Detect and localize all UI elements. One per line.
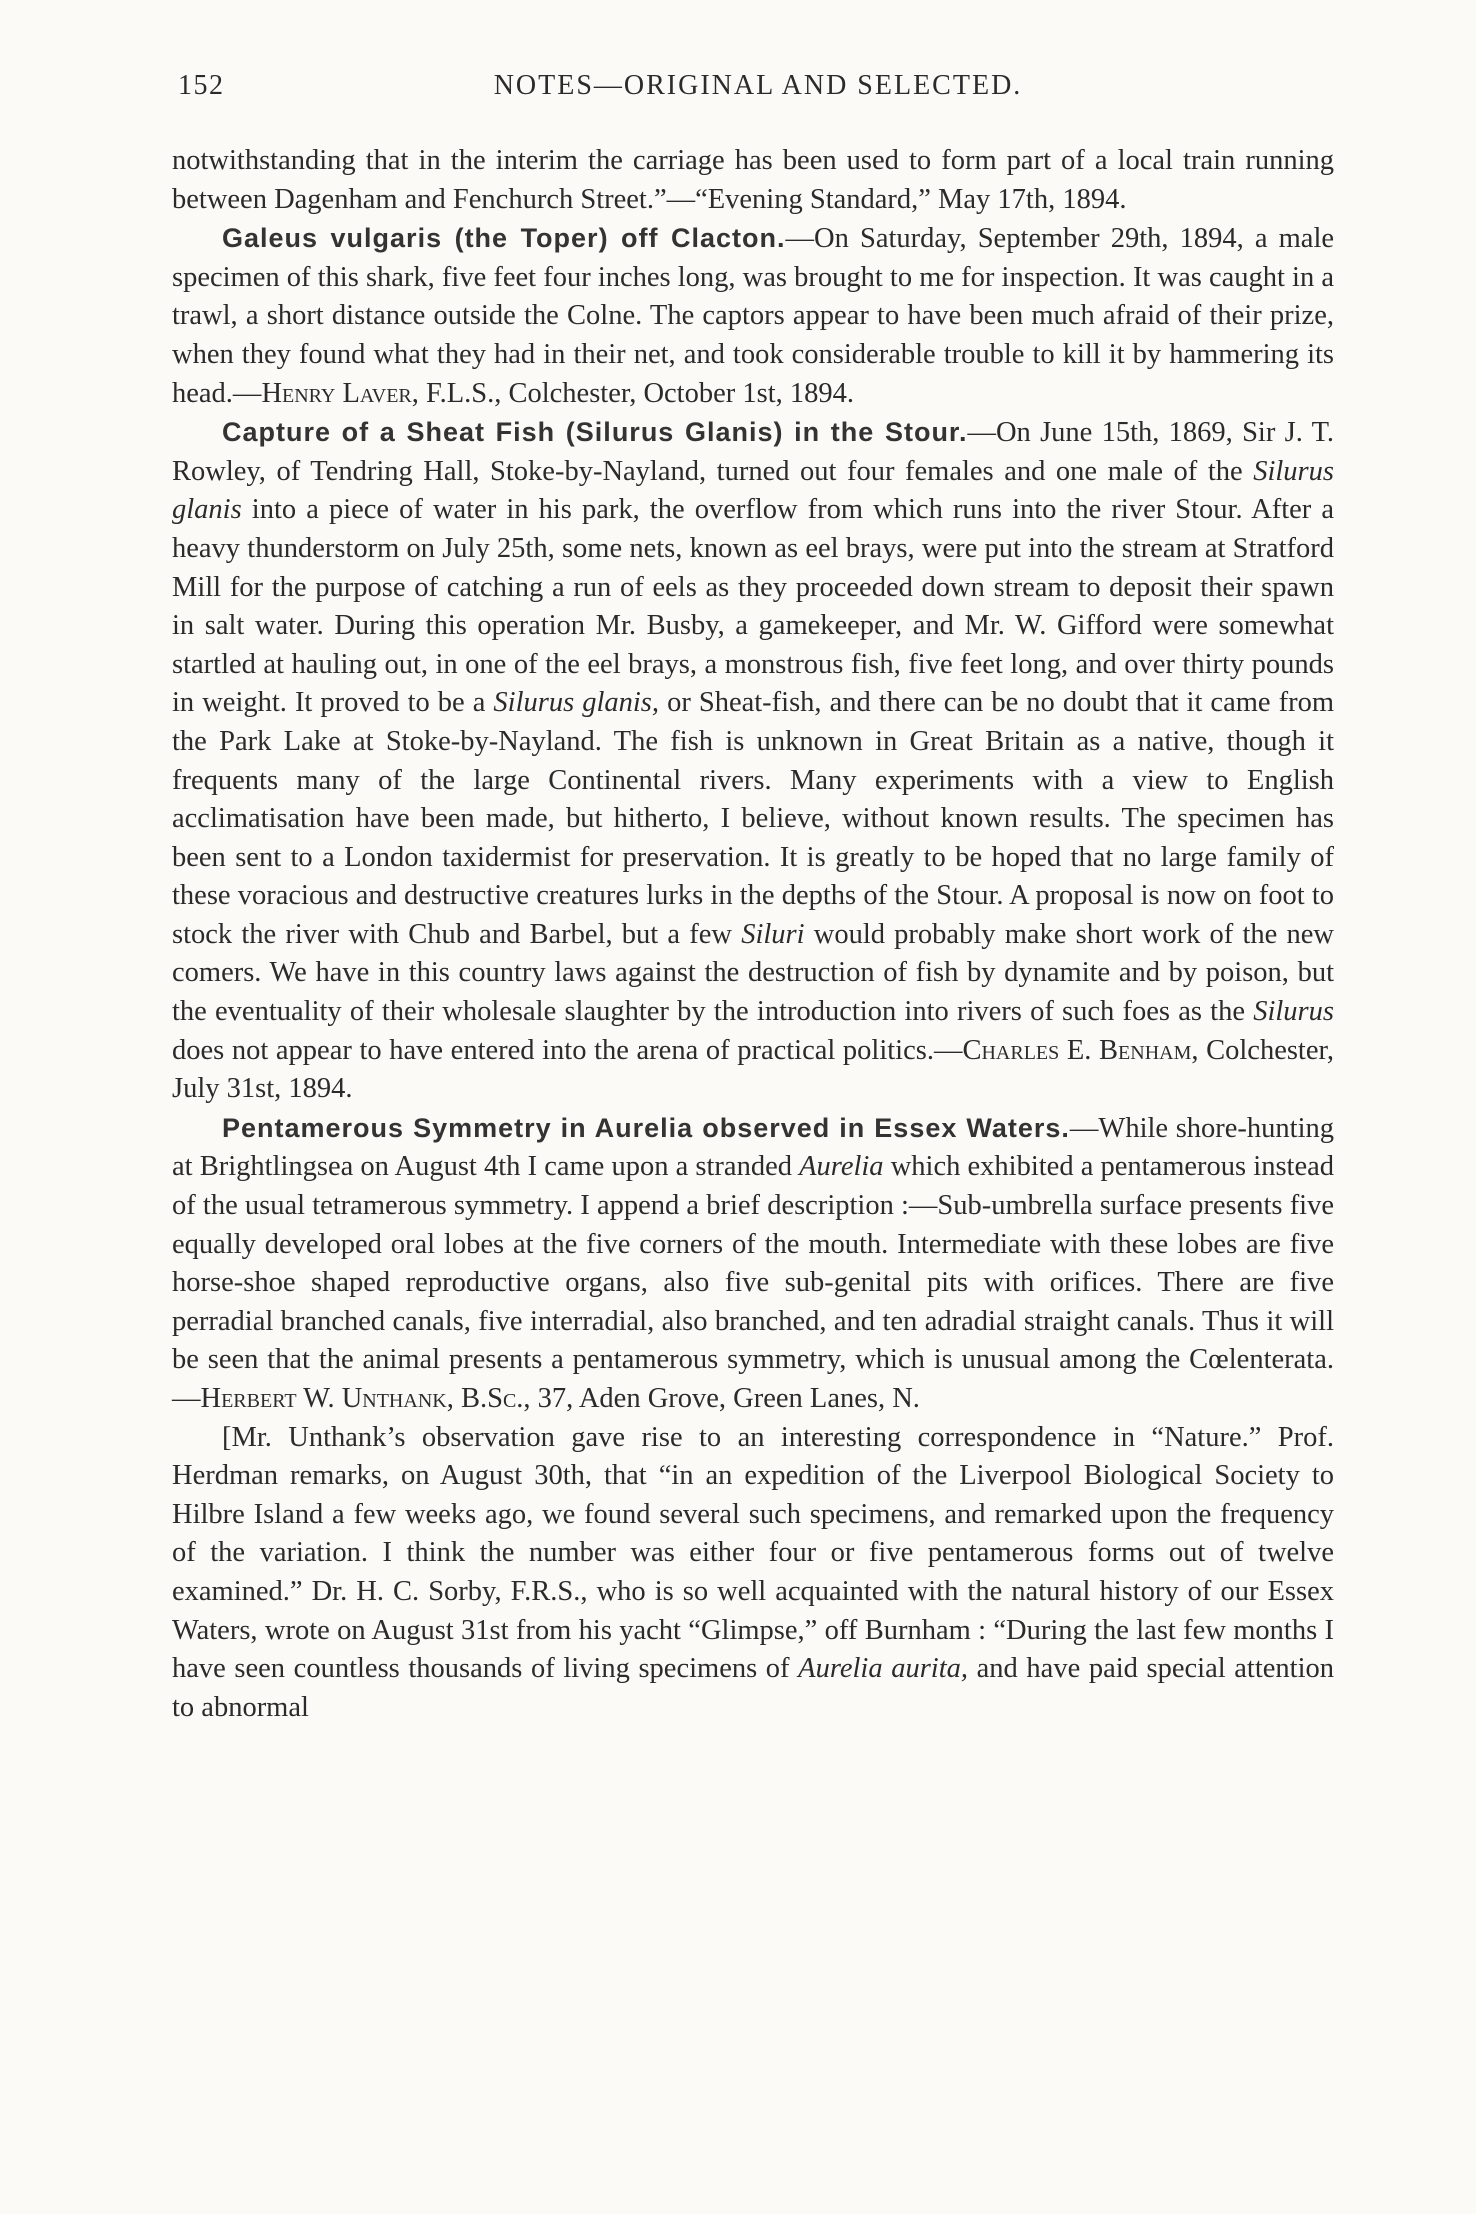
note-signoff: , Colchester, July 31st, 1894. bbox=[172, 1034, 1334, 1105]
paragraph-text: notwithstanding that in the interim the carriage has been used to form part of a local train running between Dagenham and Fenchurch Street.”—“Evening Standard,” May 17th, 1894. bbox=[172, 145, 1334, 215]
note-author: Charles E. Benham bbox=[962, 1034, 1192, 1066]
italic-species: Siluri bbox=[741, 918, 805, 950]
paragraph-text: would probably make short work of the new comers. We have in this country laws against the destruction of fish by dynamite and by poison, but the eventuality of their wholesale slaughter by the introduction into rivers of such foes as the bbox=[172, 918, 1334, 1028]
italic-species: Aurelia aurita, bbox=[798, 1653, 969, 1685]
page-number: 152 bbox=[178, 70, 225, 101]
paragraph-text: —While shore-hunting at Brightlingsea on August 4th I came upon a stranded bbox=[172, 1112, 1335, 1183]
italic-species: Silurus glanis, bbox=[493, 687, 660, 719]
paragraph-text: or Sheat-fish, and there can be no doubt that it came from the Park Lake at Stoke-by-Nayland. The fish is unknown in Great Britain as a native, though it frequents many of the large Continental rivers. Many experiments with a view to English acclimatisation have been made, but hitherto, I believe, without known results. The specimen has been sent to a London taxidermist for preservation. It is greatly to be hoped that no large family of these voracious and destructive creatures lurks in the depths of the Stour. A proposal is now on foot to stock the river with Chub and Barbel, but a few bbox=[172, 687, 1334, 950]
paragraph-text: and have paid special attention to abnormal bbox=[172, 1653, 1334, 1723]
editorial-note bbox=[172, 1419, 1334, 1728]
note-sheat-fish bbox=[172, 413, 1334, 1109]
note-author: Henry Laver bbox=[261, 377, 412, 409]
paragraph-text: —On Saturday, September 29th, 1894, a male specimen of this shark, five feet four inches long, was brought to me for inspection. It was caught in a trawl, a short distance outside the Colne. The captors appear to have been much afraid of their prize, when they found what they had in their net, and took considerable trouble to kill it by hammering its head.— bbox=[172, 223, 1335, 409]
paragraph-text: into a piece of water in his park, the overflow from which runs into the river Stour. After a heavy thunderstorm on July 25th, some nets, known as eel brays, were put into the stream at Stratford Mill for the purpose of catching a run of eels as they proceeded down stream to deposit their spawn in salt water. During this operation Mr. Busby, a gamekeeper, and Mr. W. Gifford were somewhat startled at hauling out, in one of the eel brays, a monstrous fish, five feet long, and over thirty pounds in weight. It proved to be a bbox=[172, 494, 1334, 719]
paragraph-text: [Mr. Unthank’s observation gave rise to an interesting correspondence in “Nature.” Prof. Herdman remarks, on August 30th, that “in an expedition of the Liverpool Biological Society to Hilbre Island a few weeks ago, we found several such specimens, and remarked upon the frequency of the variation. I think the number was either four or five pentamerous forms out of twelve examined.” Dr. H. C. Sorby, F.R.S., who is so well acquainted with the natural history of our Essex Waters, wrote on August 31st from his yacht “Glimpse,” off Burnham : “During the last few months I have seen countless thousands of living specimens of bbox=[172, 1421, 1334, 1685]
note-heading: Pentamerous Symmetry in Aurelia observed in Essex Waters. bbox=[222, 1112, 1070, 1143]
italic-species: Silurus glanis bbox=[172, 455, 1334, 526]
note-heading: Galeus vulgaris (the Toper) off Clacton. bbox=[222, 223, 786, 254]
continued-paragraph bbox=[172, 142, 1334, 219]
note-signoff: , F.L.S., Colchester, October 1st, 1894. bbox=[411, 377, 855, 409]
running-title: NOTES—ORIGINAL AND SELECTED. bbox=[493, 70, 1023, 101]
note-pentamerous-aurelia bbox=[172, 1109, 1334, 1419]
note-author: Herbert W. Unthank, B.Sc. bbox=[200, 1383, 524, 1414]
note-galeus-vulgaris bbox=[172, 219, 1334, 413]
italic-species: Aurelia bbox=[799, 1151, 884, 1183]
note-signoff: , 37, Aden Grove, Green Lanes, N. bbox=[523, 1383, 920, 1414]
page-body bbox=[172, 142, 1334, 1727]
paragraph-text: does not appear to have entered into the arena of practical politics.— bbox=[172, 1034, 963, 1066]
page-header bbox=[178, 70, 1338, 118]
paragraph-text: —On June 15th, 1869, Sir J. T. Rowley, of Tendring Hall, Stoke-by-Nayland, turned out four females and one male of the bbox=[172, 417, 1335, 487]
paragraph-text: which exhibited a pentamerous instead of the usual tetramerous symmetry. I append a brief description :—Sub-umbrella surface presents five equally developed oral lobes at the five corners of the mouth. Intermediate with these lobes are five horse-shoe shaped reproductive organs, also five sub-genital pits with orifices. There are five perradial branched canals, five interradial, also branched, and ten adradial straight canals. Thus it will be seen that the animal presents a pentamerous symmetry, which is unusual among the Cœlenterata.— bbox=[172, 1151, 1335, 1414]
note-heading: Capture of a Sheat Fish (Silurus Glanis) in the Stour. bbox=[222, 417, 968, 448]
italic-species: Silurus bbox=[1253, 996, 1334, 1028]
